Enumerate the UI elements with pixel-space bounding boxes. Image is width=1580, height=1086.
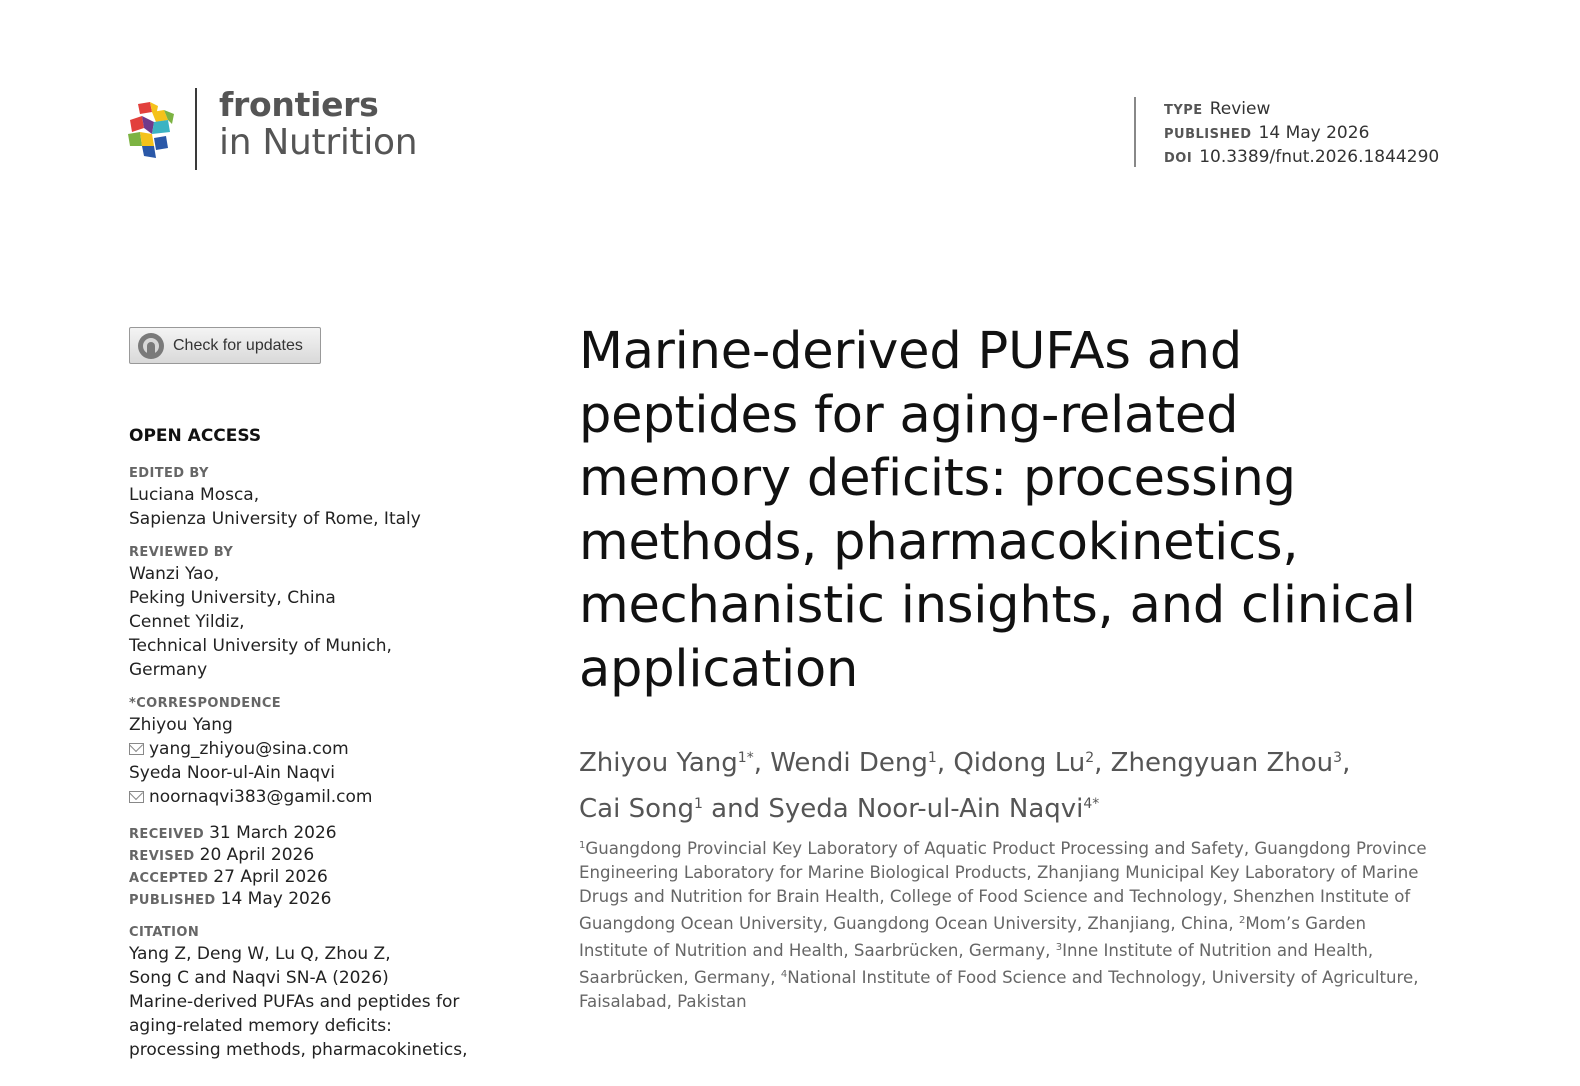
published-date: [129, 889, 489, 911]
meta-divider: [1134, 97, 1136, 167]
author-name[interactable]: Cai Song: [579, 794, 694, 824]
envelope-icon: [129, 743, 144, 755]
citation-line: processing methods, pharmacokinetics,: [129, 1040, 468, 1060]
reviewed-by-section: [129, 545, 489, 682]
envelope-icon: [129, 791, 144, 803]
affiliation-text: Guangdong Provincial Key Laboratory of Aquatic Product Processing and Safety, Guangdong Province Engineering Laboratory for Marine Biological Products, Zhanjiang Municipal Key Laboratory of Marine Drugs and Nutrition for Brain Health, College of Food Science and Technology, Shenzhen Institute of Guangdong Ocean University, Guangdong Ocean University, Zhanjiang, China,: [579, 839, 1427, 933]
correspondence-section: [129, 696, 489, 809]
title-line: memory deficits: processing: [579, 449, 1296, 508]
meta-doi-label: DOI: [1164, 151, 1193, 166]
title-line: application: [579, 639, 859, 699]
editor-affiliation: Sapienza University of Rome, Italy: [129, 509, 421, 529]
title-line: Marine-derived PUFAs and: [579, 322, 1243, 381]
author-affil-sup: 2: [1085, 750, 1095, 766]
author-name[interactable]: Zhiyou Yang: [579, 748, 738, 778]
author-line: [579, 784, 1459, 830]
author-affil-sup: 1: [693, 796, 703, 812]
open-access-heading: OPEN ACCESS: [129, 426, 262, 446]
author-affil-sup: 3: [1333, 750, 1343, 766]
article-meta: [1164, 97, 1439, 169]
edited-by-section: [129, 466, 489, 531]
check-for-updates-label: Check for updates: [173, 337, 303, 354]
correspondent-email: [129, 785, 489, 809]
correspondence-label: *CORRESPONDENCE: [129, 696, 282, 711]
correspondent-name: Zhiyou Yang: [129, 715, 233, 735]
author-sep: ,: [936, 748, 954, 778]
author-sep: ,: [753, 748, 771, 778]
author-sep: and: [702, 794, 769, 824]
frontiers-logo-icon: [128, 102, 176, 158]
author-name[interactable]: Syeda Noor-ul-Ain Naqvi: [768, 794, 1084, 824]
author-affil-sup: 1: [927, 750, 937, 766]
journal-name: in Nutrition: [219, 122, 418, 163]
title-line: mechanistic insights, and clinical: [579, 576, 1416, 635]
meta-doi-value[interactable]: 10.3389/fnut.2026.1844290: [1199, 147, 1440, 167]
meta-type-label: TYPE: [1164, 103, 1203, 118]
author-affil-sup: 4*: [1083, 796, 1100, 812]
received-label: RECEIVED: [129, 827, 205, 842]
affiliation-text: Mom’s Garden Institute of Nutrition and Health, Saarbrücken, Germany,: [579, 914, 1366, 960]
author-name[interactable]: Qidong Lu: [953, 748, 1086, 778]
affiliation-sup: 3: [1055, 942, 1063, 953]
meta-published-value: 14 May 2026: [1258, 123, 1370, 143]
citation-line: Yang Z, Deng W, Lu Q, Zhou Z,: [129, 944, 391, 964]
correspondent-name: Syeda Noor-ul-Ain Naqvi: [129, 763, 335, 783]
affiliation-sup: 2: [1238, 915, 1246, 926]
bookmark-circle-icon: [138, 333, 164, 359]
revised-date: [129, 845, 489, 867]
accepted-value: 27 April 2026: [213, 867, 328, 887]
meta-published: [1164, 121, 1439, 145]
affiliation-text: Inne Institute of Nutrition and Health, Saarbrücken, Germany,: [579, 941, 1374, 987]
email-link[interactable]: yang_zhiyou@sina.com: [149, 739, 349, 759]
affiliation-sup: 1: [579, 840, 586, 851]
journal-logo-text: [219, 85, 418, 163]
reviewer-affiliation: Peking University, China: [129, 588, 336, 608]
accepted-date: [129, 867, 489, 889]
author-line: [579, 738, 1459, 784]
brand-name: frontiers: [219, 85, 379, 124]
meta-type-value: Review: [1209, 99, 1271, 119]
citation-label: CITATION: [129, 925, 200, 940]
check-for-updates-button[interactable]: [129, 327, 321, 364]
author-list: [579, 738, 1459, 830]
title-line: methods, pharmacokinetics,: [579, 512, 1299, 572]
citation-line: aging-related memory deficits:: [129, 1016, 392, 1036]
edited-by-label: EDITED BY: [129, 466, 209, 481]
title-line: peptides for aging-related: [579, 385, 1239, 445]
revised-value: 20 April 2026: [199, 845, 315, 865]
dates-section: [129, 823, 489, 911]
author-sep: ,: [1094, 748, 1111, 778]
author-name[interactable]: Zhengyuan Zhou: [1110, 748, 1334, 778]
meta-type: [1164, 97, 1439, 121]
logo-divider: [195, 88, 197, 170]
received-date: [129, 823, 489, 845]
correspondent-email: [129, 737, 489, 761]
citation-line: Song C and Naqvi SN-A (2026): [129, 968, 389, 988]
email-link[interactable]: noornaqvi383@gamil.com: [149, 787, 373, 807]
published-label: PUBLISHED: [129, 893, 216, 908]
affiliation-sup: 4: [780, 969, 788, 980]
article-title: [579, 320, 1459, 701]
revised-label: REVISED: [129, 849, 195, 864]
reviewer-name: Wanzi Yao,: [129, 564, 220, 584]
author-sep: ,: [1342, 748, 1351, 778]
reviewer-affiliation: Germany: [129, 660, 208, 680]
author-affil-sup: 1*: [737, 750, 754, 766]
accepted-label: ACCEPTED: [129, 871, 209, 886]
affiliations: [579, 834, 1439, 1014]
received-value: 31 March 2026: [209, 823, 337, 843]
meta-doi: [1164, 145, 1439, 169]
citation-section: [129, 925, 489, 1062]
editor-name: Luciana Mosca,: [129, 485, 260, 505]
affiliation-text: National Institute of Food Science and Technology, University of Agriculture, Faisalabad, Pakistan: [579, 968, 1419, 1011]
published-value: 14 May 2026: [220, 889, 332, 909]
meta-published-label: PUBLISHED: [1164, 127, 1252, 142]
author-name[interactable]: Wendi Deng: [770, 748, 928, 778]
reviewer-name: Cennet Yildiz,: [129, 612, 245, 632]
reviewed-by-label: REVIEWED BY: [129, 545, 234, 560]
sidebar: [129, 426, 489, 1076]
citation-line: Marine-derived PUFAs and peptides for: [129, 992, 460, 1012]
reviewer-affiliation: Technical University of Munich,: [129, 636, 392, 656]
